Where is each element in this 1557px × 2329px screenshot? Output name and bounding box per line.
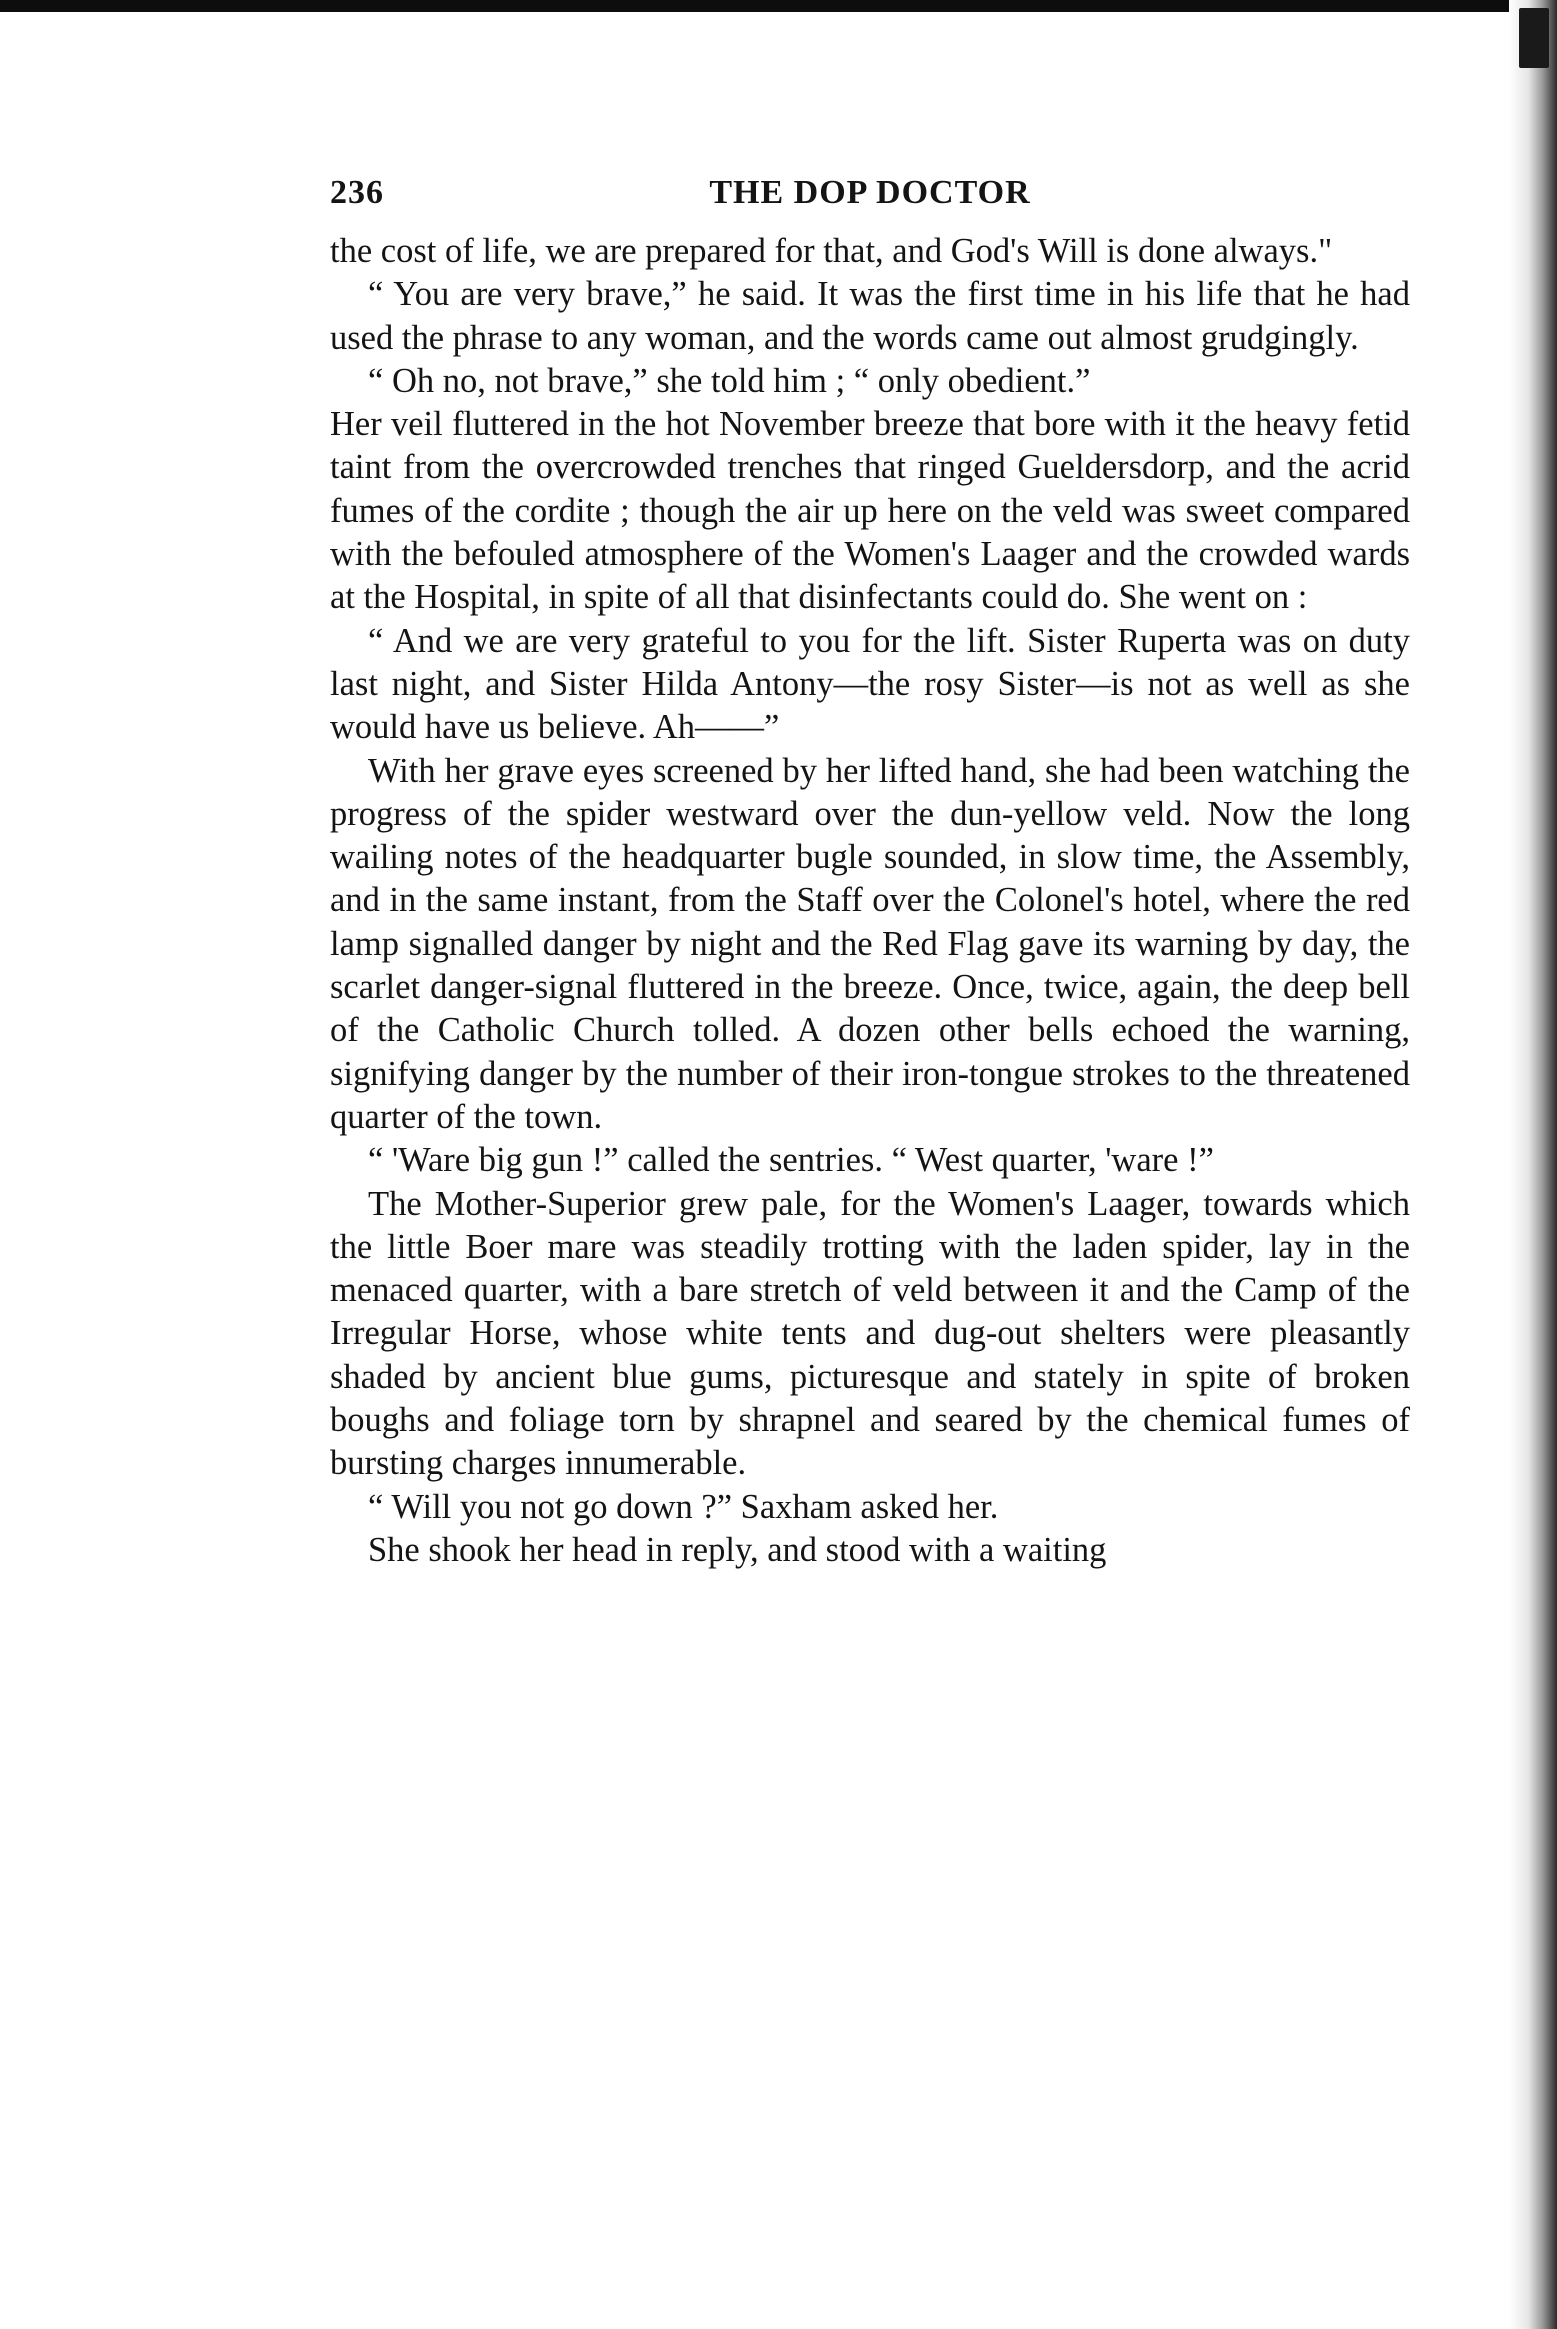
paragraph: “ 'Ware big gun !” called the sentries. “ West quarter, 'ware !” <box>368 1141 1214 1180</box>
paragraph: “ Oh no, not brave,” she told him ; “ only obedient.” <box>368 361 1091 400</box>
page-top-edge <box>0 0 1557 12</box>
paragraph: The Mother-Superior grew pale, for the Women's Laager, towards which the little Boer mare was steadily trotting with the laden spider, lay in the menaced quarter, with a bare stretch of veld between it and the Camp of the Irregular Horse, whose white tents and dug-out shelters were pleasantly shaded by ancient blue gums, picturesque and stately in spite of broken boughs and foliage torn by shrapnel and seared by the chemical fumes of bursting charges innumerable. <box>330 1184 1410 1483</box>
paragraph: Her veil fluttered in the hot November breeze that bore with it the heavy fetid taint from the overcrowded trenches that ringed Gueldersdorp, and the acrid fumes of the cordite ; though the air up here on the veld was sweet compared with the befouled atmosphere of the Women's Laager and the crowded wards at the Hospital, in spite of all that disinfectants could do. She went on : <box>330 405 1410 617</box>
page-number: 236 <box>330 174 384 211</box>
paragraph: She shook her head in reply, and stood with a waiting <box>368 1530 1107 1569</box>
paragraph: “ And we are very grateful to you for the lift. Sister Ruperta was on duty last night, and Sister Hilda Antony—the rosy Sister—is not as well as she would have us believe. Ah——” <box>330 621 1410 747</box>
paragraph: the cost of life, we are prepared for that, and God's Will is done always." <box>330 232 1333 270</box>
spine-mark <box>1519 8 1549 68</box>
paragraph: “ Will you not go down ?” Saxham asked her. <box>368 1487 999 1526</box>
body-text <box>330 230 1410 1572</box>
book-spine-edge <box>1509 0 1557 2329</box>
book-title: THE DOP DOCTOR <box>709 174 1031 211</box>
book-page <box>330 170 1410 1572</box>
paragraph: With her grave eyes screened by her lifted hand, she had been watching the progress of the spider westward over the dun-yellow veld. Now the long wailing notes of the headquarter bugle sounded, in slow time, the Assembly, and in the same instant, from the Staff over the Colonel's hotel, where the red lamp signalled danger by night and the Red Flag gave its warning by day, the scarlet danger-signal fluttered in the breeze. Once, twice, again, the deep bell of the Catholic Church tolled. A dozen other bells echoed the warning, signifying danger by the number of their iron-tongue strokes to the threatened quarter of the town. <box>330 751 1410 1136</box>
paragraph: “ You are very brave,” he said. It was the first time in his life that he had used the phrase to any woman, and the words came out almost grudgingly. <box>330 275 1410 357</box>
running-head <box>330 170 1410 230</box>
